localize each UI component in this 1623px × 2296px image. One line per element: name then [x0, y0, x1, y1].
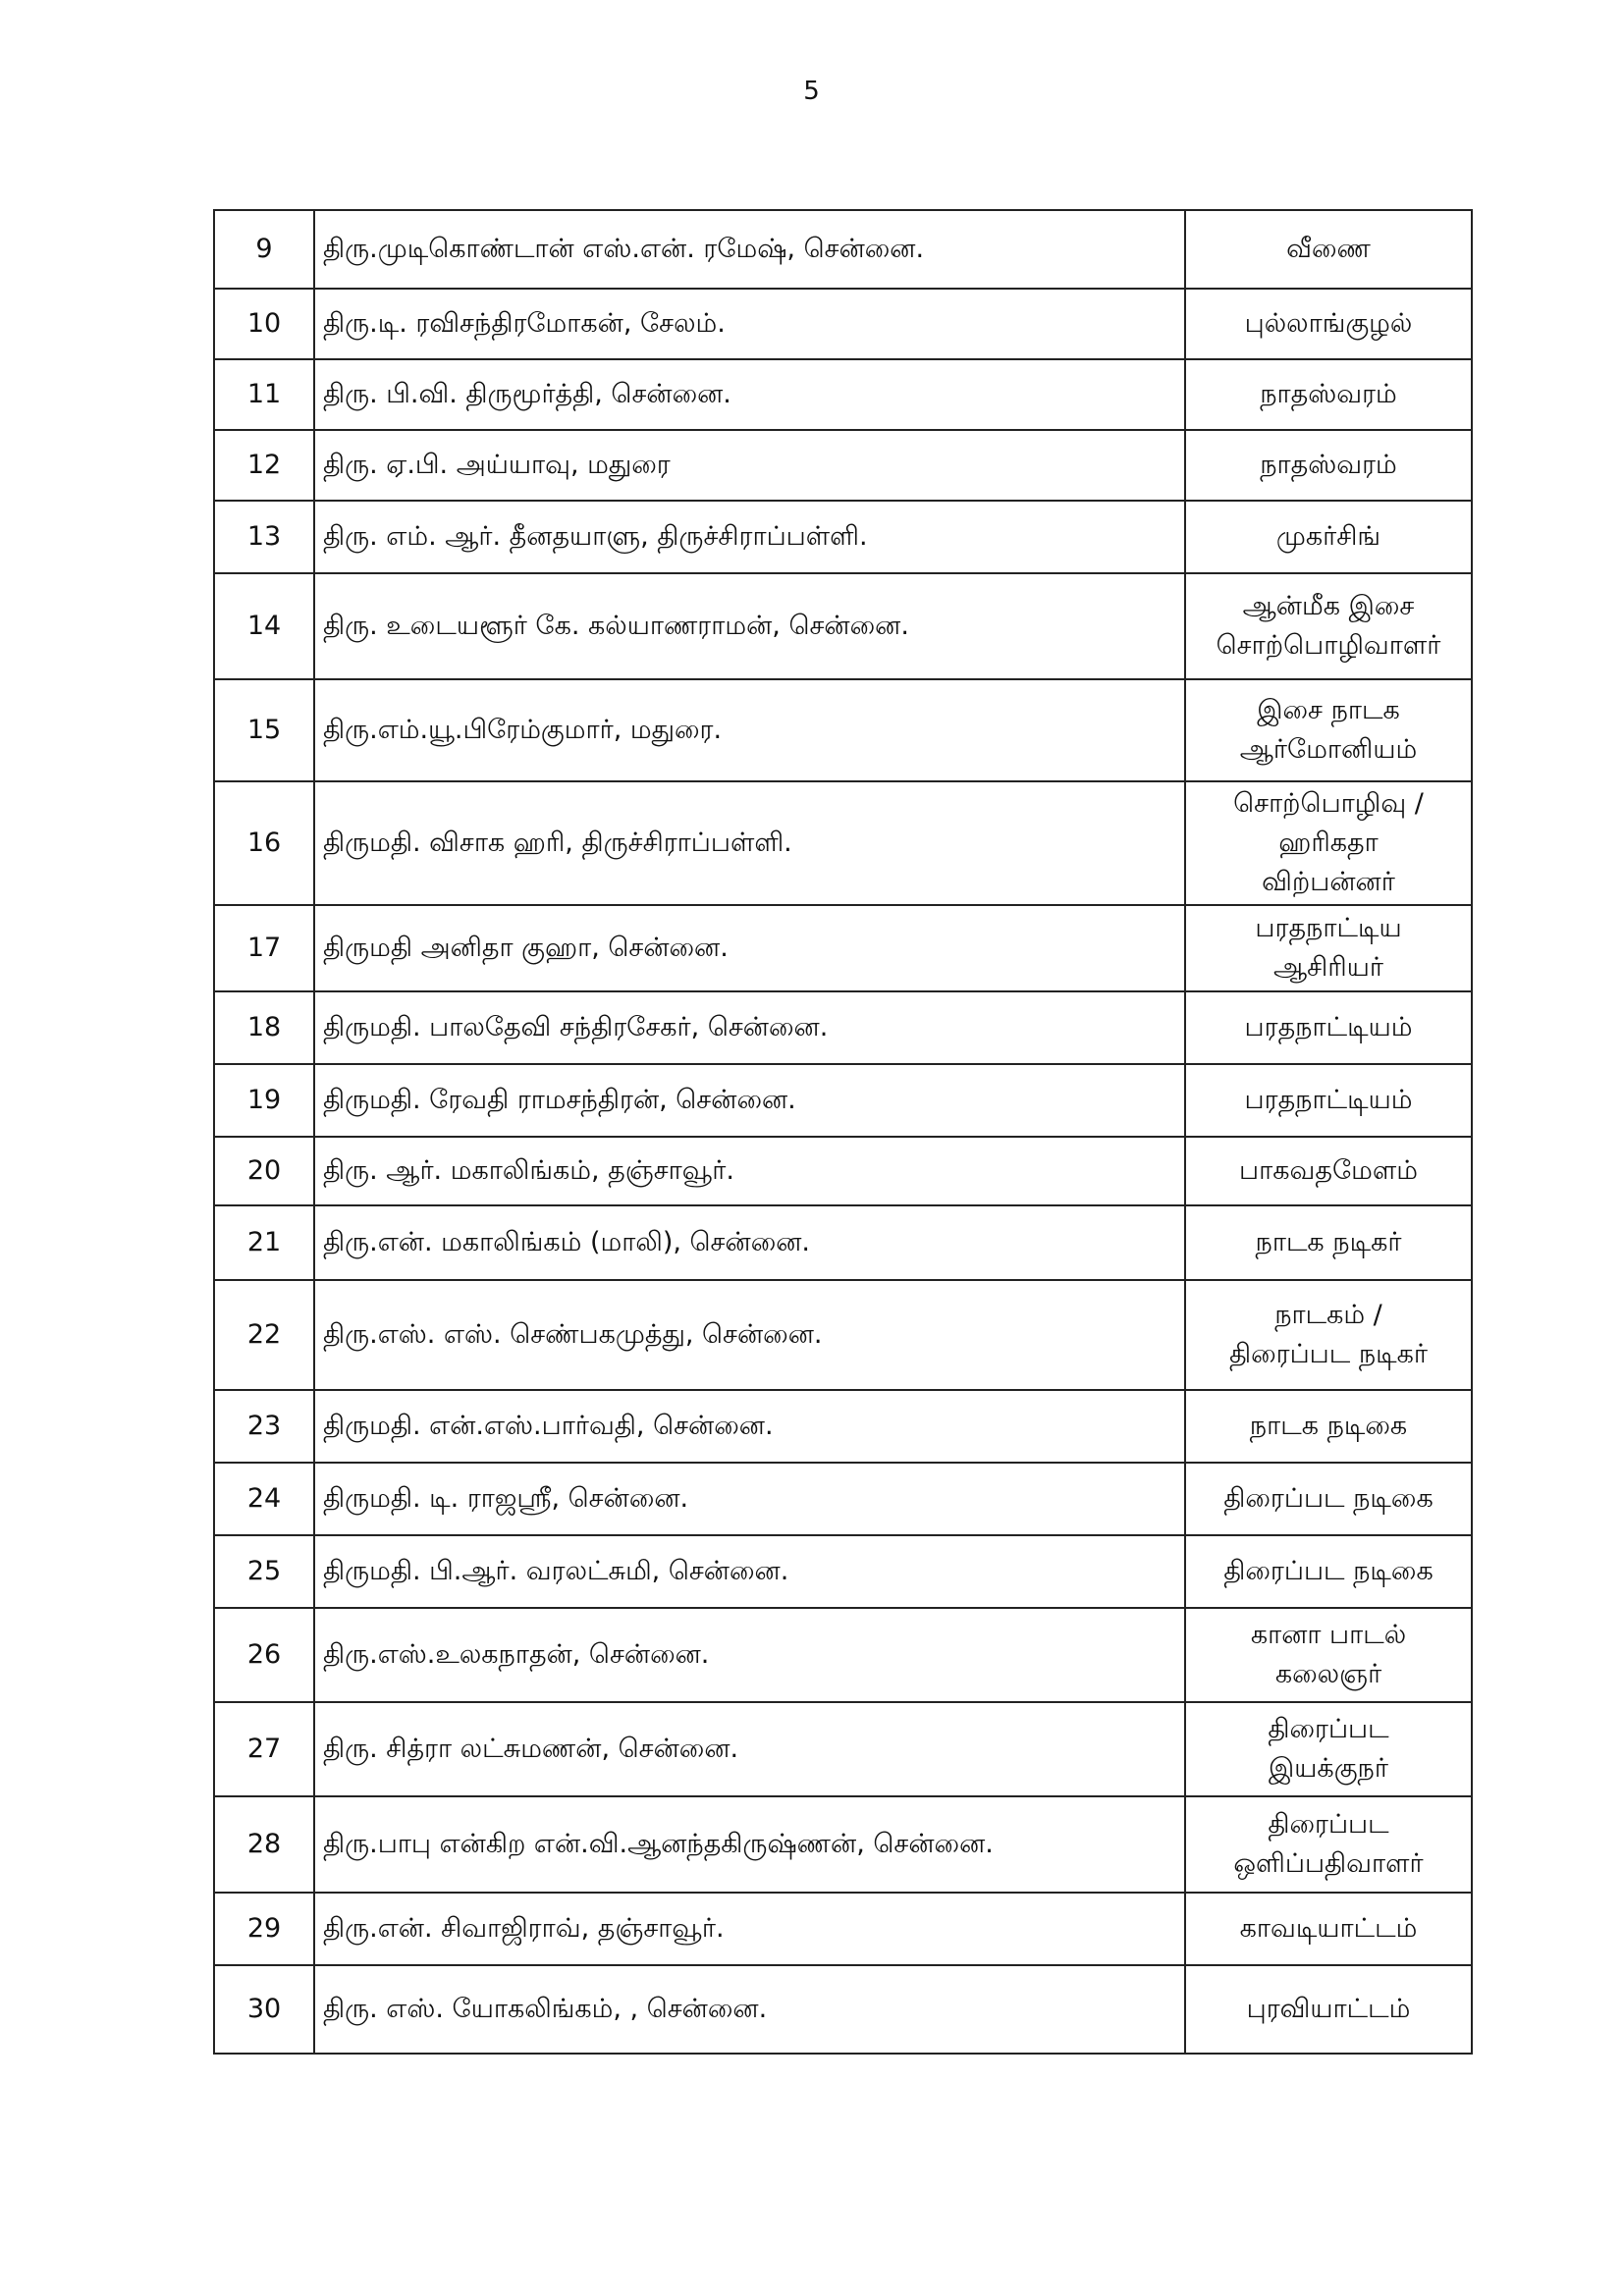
art-form-cell [1185, 289, 1472, 359]
awardee-name-cell: திரு.பாபு என்கிற என்.வி.ஆனந்தகிருஷ்ணன், சென்னை. [314, 1796, 1185, 1893]
art-form-cell [1185, 1390, 1472, 1463]
art-form-line: ஆசிரியர் [1273, 952, 1383, 983]
table-row [214, 679, 1472, 781]
awardee-name-cell: திரு. எம். ஆர். தீனதயாளு, திருச்சிராப்பள்ளி. [314, 501, 1185, 573]
art-form-line: நாடகம் / [1274, 1300, 1382, 1330]
art-form-cell [1185, 679, 1472, 781]
art-form-line: பரதநாட்டியம் [1244, 1085, 1413, 1115]
awardee-name-cell: திரு. எஸ். யோகலிங்கம், , சென்னை. [314, 1965, 1185, 2054]
serial-number-cell: 29 [214, 1893, 314, 1965]
serial-number-cell: 15 [214, 679, 314, 781]
art-form-line: நாதஸ்வரம் [1260, 450, 1397, 480]
awardee-name-cell: திருமதி. விசாக ஹரி, திருச்சிராப்பள்ளி. [314, 781, 1185, 905]
art-form-line: நாடக நடிகர் [1255, 1227, 1402, 1257]
art-form-line: புல்லாங்குழல் [1244, 308, 1413, 339]
table-row [214, 905, 1472, 991]
serial-number-cell: 9 [214, 210, 314, 289]
serial-number-cell: 23 [214, 1390, 314, 1463]
art-form-line: முகர்சிங் [1275, 521, 1381, 552]
awardee-name-cell: திரு.எஸ். எஸ். செண்பகமுத்து, சென்னை. [314, 1280, 1185, 1390]
table-row [214, 573, 1472, 679]
art-form-cell [1185, 991, 1472, 1064]
awardee-name-cell: திரு.முடிகொண்டான் எஸ்.என். ரமேஷ், சென்னை. [314, 210, 1185, 289]
awardee-name-cell: திரு. ஆர். மகாலிங்கம், தஞ்சாவூர். [314, 1137, 1185, 1205]
page-number: 5 [803, 77, 820, 106]
awardee-name-cell: திருமதி அனிதா குஹா, சென்னை. [314, 905, 1185, 991]
art-form-cell [1185, 905, 1472, 991]
table-row [214, 501, 1472, 573]
table-body [214, 210, 1472, 2054]
serial-number-cell: 18 [214, 991, 314, 1064]
table-row [214, 1064, 1472, 1137]
awardee-name-cell: திருமதி. டி. ராஜஸ்ரீ, சென்னை. [314, 1463, 1185, 1535]
art-form-line: ஆன்மீக இசை [1242, 591, 1415, 621]
art-form-line: காவடியாட்டம் [1239, 1913, 1418, 1944]
art-form-cell [1185, 1463, 1472, 1535]
art-form-line: ஆர்மோனியம் [1239, 734, 1418, 765]
art-form-line: திரைப்பட [1268, 1809, 1389, 1840]
art-form-line: சொற்பொழிவாளர் [1216, 630, 1441, 661]
art-form-line: திரைப்பட நடிகர் [1228, 1339, 1429, 1369]
serial-number-cell: 11 [214, 359, 314, 430]
art-form-line: புரவியாட்டம் [1246, 1994, 1411, 2024]
art-form-line: திரைப்பட நடிகை [1223, 1483, 1434, 1514]
art-form-cell [1185, 781, 1472, 905]
art-form-cell [1185, 1137, 1472, 1205]
table-row [214, 1463, 1472, 1535]
serial-number-cell: 16 [214, 781, 314, 905]
awardee-name-cell: திரு. ஏ.பி. அய்யாவு, மதுரை [314, 430, 1185, 501]
awardee-name-cell: திரு. உடையளூர் கே. கல்யாணராமன், சென்னை. [314, 573, 1185, 679]
serial-number-cell: 28 [214, 1796, 314, 1893]
serial-number-cell: 12 [214, 430, 314, 501]
table-row [214, 991, 1472, 1064]
awardee-name-cell: திரு.டி. ரவிசந்திரமோகன், சேலம். [314, 289, 1185, 359]
art-form-cell [1185, 359, 1472, 430]
awardee-name-cell: திரு.என். மகாலிங்கம் (மாலி), சென்னை. [314, 1205, 1185, 1280]
table-row [214, 1280, 1472, 1390]
serial-number-cell: 22 [214, 1280, 314, 1390]
awardee-name-cell: திருமதி. பாலதேவி சந்திரசேகர், சென்னை. [314, 991, 1185, 1064]
art-form-cell [1185, 1280, 1472, 1390]
art-form-line: சொற்பொழிவு / [1233, 788, 1424, 819]
art-form-line: கலைஞர் [1274, 1659, 1382, 1689]
art-form-cell [1185, 1535, 1472, 1608]
art-form-line: நாடக நடிகை [1249, 1411, 1408, 1441]
art-form-cell [1185, 573, 1472, 679]
table-row [214, 289, 1472, 359]
art-form-line: இயக்குநர் [1269, 1753, 1388, 1784]
art-form-cell [1185, 1205, 1472, 1280]
table-row [214, 1796, 1472, 1893]
art-form-line: திரைப்பட [1268, 1714, 1389, 1744]
serial-number-cell: 25 [214, 1535, 314, 1608]
art-form-line: ஹரிகதா [1278, 828, 1379, 858]
art-form-line: நாதஸ்வரம் [1260, 379, 1397, 409]
art-form-line: பரதநாட்டியம் [1244, 1012, 1413, 1042]
table-row [214, 1137, 1472, 1205]
serial-number-cell: 30 [214, 1965, 314, 2054]
art-form-cell [1185, 501, 1472, 573]
serial-number-cell: 21 [214, 1205, 314, 1280]
art-form-cell [1185, 430, 1472, 501]
awardee-name-cell: திரு. பி.வி. திருமூர்த்தி, சென்னை. [314, 359, 1185, 430]
awardee-name-cell: திருமதி. ரேவதி ராமசந்திரன், சென்னை. [314, 1064, 1185, 1137]
table-row [214, 430, 1472, 501]
art-form-line: பரதநாட்டிய [1255, 913, 1402, 943]
serial-number-cell: 17 [214, 905, 314, 991]
serial-number-cell: 19 [214, 1064, 314, 1137]
awardee-name-cell: திரு.எம்.யூ.பிரேம்குமார், மதுரை. [314, 679, 1185, 781]
serial-number-cell: 13 [214, 501, 314, 573]
table-row [214, 781, 1472, 905]
serial-number-cell: 20 [214, 1137, 314, 1205]
table-row [214, 1702, 1472, 1796]
art-form-line: கானா பாடல் [1250, 1620, 1407, 1650]
table-row [214, 210, 1472, 289]
table-row [214, 1205, 1472, 1280]
art-form-cell [1185, 1893, 1472, 1965]
art-form-cell [1185, 1064, 1472, 1137]
art-form-line: வீணை [1286, 234, 1371, 264]
table-row [214, 1390, 1472, 1463]
art-form-line: விற்பன்னர் [1262, 867, 1395, 897]
art-form-line: இசை நாடக [1257, 695, 1400, 725]
serial-number-cell: 10 [214, 289, 314, 359]
art-form-cell [1185, 210, 1472, 289]
art-form-cell [1185, 1608, 1472, 1702]
awardee-name-cell: திருமதி. பி.ஆர். வரலட்சுமி, சென்னை. [314, 1535, 1185, 1608]
table-row [214, 359, 1472, 430]
awardee-name-cell: திரு. சித்ரா லட்சுமணன், சென்னை. [314, 1702, 1185, 1796]
table-row [214, 1608, 1472, 1702]
serial-number-cell: 26 [214, 1608, 314, 1702]
art-form-cell [1185, 1702, 1472, 1796]
serial-number-cell: 27 [214, 1702, 314, 1796]
art-form-line: பாகவதமேளம் [1239, 1155, 1418, 1186]
table-row [214, 1893, 1472, 1965]
art-form-line: ஒளிப்பதிவாளர் [1233, 1848, 1424, 1879]
serial-number-cell: 14 [214, 573, 314, 679]
table-row [214, 1965, 1472, 2054]
art-form-cell [1185, 1965, 1472, 2054]
art-form-line: திரைப்பட நடிகை [1223, 1556, 1434, 1586]
awardee-name-cell: திரு.எஸ்.உலகநாதன், சென்னை. [314, 1608, 1185, 1702]
serial-number-cell: 24 [214, 1463, 314, 1535]
awardee-name-cell: திருமதி. என்.எஸ்.பார்வதி, சென்னை. [314, 1390, 1185, 1463]
table-row [214, 1535, 1472, 1608]
art-form-cell [1185, 1796, 1472, 1893]
awardees-table [213, 209, 1473, 2055]
awardee-name-cell: திரு.என். சிவாஜிராவ், தஞ்சாவூர். [314, 1893, 1185, 1965]
